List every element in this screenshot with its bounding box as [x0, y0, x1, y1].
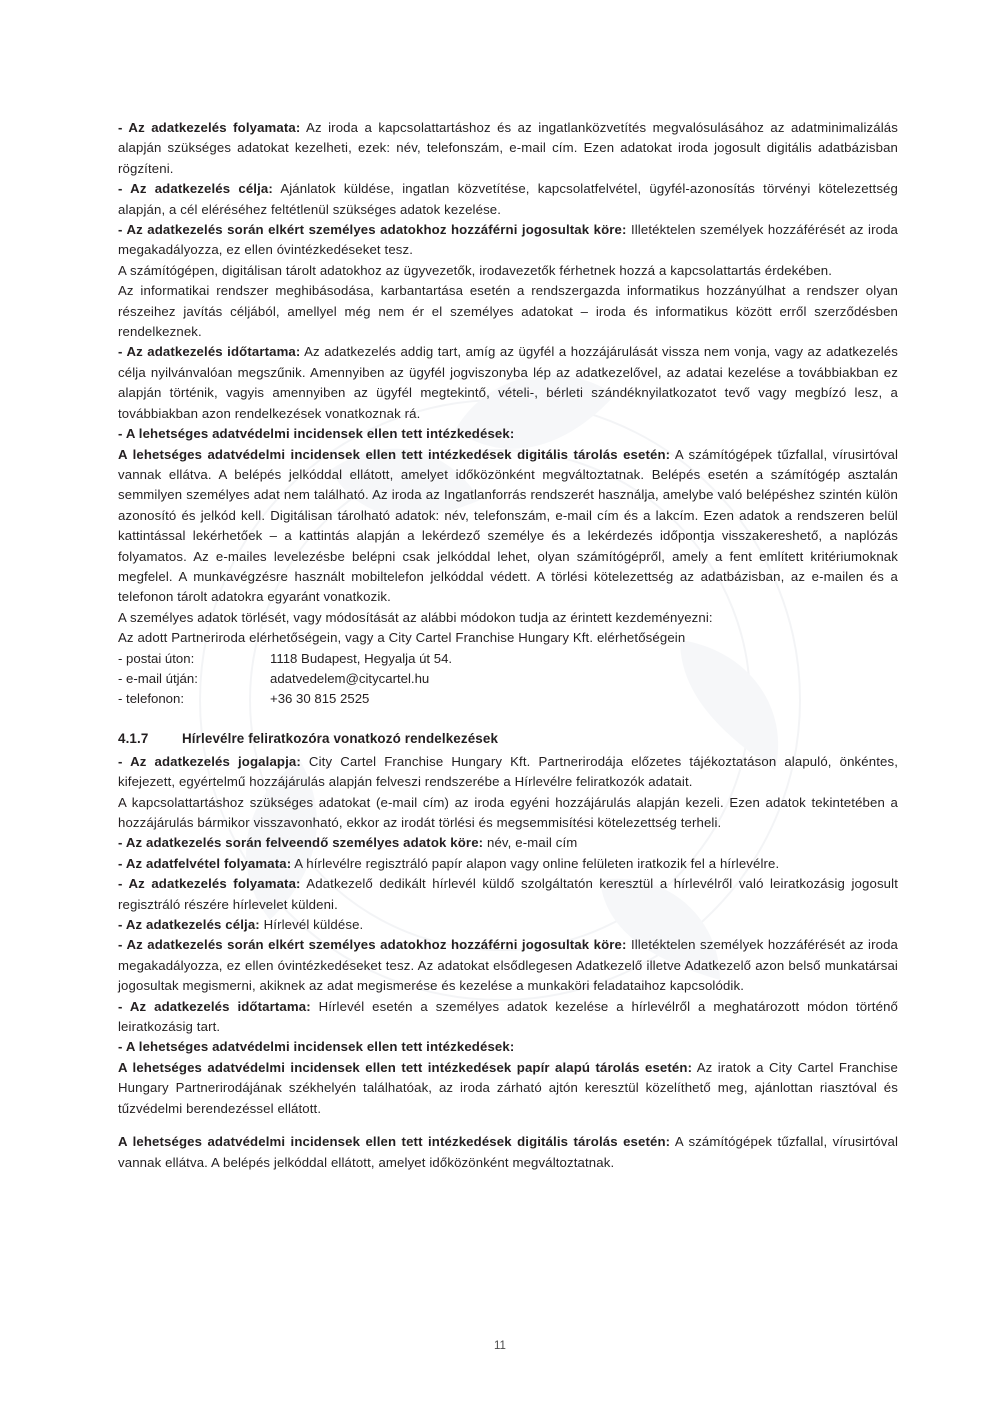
paragraph [118, 608, 898, 628]
paragraph-text: Ajánlatok küldése, ingatlan közvetítése, kapcsolatfelvétel, ügyfél-azonosítás törvényi kötelezettség alapján, a cél eléréséhez feltétlenül szükséges adatok kezelése. [118, 181, 898, 217]
paragraph [118, 874, 898, 915]
paragraph-text: Illetéktelen személyek hozzáférését az iroda megakadályozza, ez ellen óvintézkedéseket tesz. Az adatokat elsődlegesen Adatkezelő illetve Adatkezelő azon belső munkatársai jogosultak megismerni, akiknek az adat megismerése és kezelése a munkaköri feladataihoz kapcsolódik. [118, 937, 899, 994]
paragraph-text: A személyes adatok törlését, vagy módosítását az alábbi módokon tudja az érintett kezdeményezni: [118, 609, 713, 625]
paragraph-lead: - A lehetséges adatvédelmi incidensek ellen tett intézkedések: [118, 1039, 515, 1055]
page-number: 11 [494, 1340, 506, 1352]
paragraph [118, 118, 898, 179]
paragraph [118, 915, 898, 935]
contact-value: 1118 Budapest, Hegyalja út 54. [270, 650, 453, 666]
paragraph-lead: - A lehetséges adatvédelmi incidensek ellen tett intézkedések: [118, 426, 515, 442]
section-heading [118, 729, 898, 749]
paragraph [118, 281, 898, 342]
paragraph-lead: - Az adatkezelés célja: [118, 181, 273, 197]
contact-row [118, 669, 452, 689]
paragraph-lead: - Az adatkezelés folyamata: [118, 120, 301, 135]
paragraph-text: A hírlevélre regisztráló papír alapon vagy online felületen iratkozik fel a hírlevélre. [291, 855, 780, 871]
paragraph-text: Illetéktelen személyek hozzáférését az iroda megakadályozza, ez ellen óvintézkedéseket tesz. [118, 222, 899, 258]
paragraph-text: Hírlevél esetén a személyes adatok kezelése a hírlevélről a meghatározott módon történő leiratkozásig tart. [118, 998, 898, 1035]
paragraph [118, 220, 898, 261]
paragraph-text: A kapcsolattartáshoz szükséges adatokat (e-mail cím) az iroda egyéni hozzájárulás alapján kezeli. Ezen adatok tekintetében a hozzájárulás bármikor visszavonható, ekkor az irodát törlési és megsemmisítési kötelezettség terheli. [118, 794, 898, 830]
paragraph-lead: - Az adatkezelés során felveendő személyes adatok köre: [118, 835, 484, 851]
paragraph-text: név, e-mail cím [483, 835, 578, 851]
contact-list [118, 649, 452, 710]
paragraph-lead: - Az adatkezelés időtartama: [118, 998, 311, 1014]
contact-row [118, 689, 452, 709]
paragraph-text: A számítógépen, digitálisan tárolt adatokhoz az ügyvezetők, irodavezetők férhetnek hozzá a kapcsolattartás érdekében. [118, 262, 833, 278]
paragraph [118, 342, 898, 424]
contact-row [118, 649, 452, 669]
paragraph [118, 854, 898, 874]
paragraph-text: Az iratok a City Cartel Franchise Hungary Partnerirodájának székhelyén találhatóak, az iroda zárható ajtón keresztül közelíthető meg, ajánlottan riasztóval és tűzvédelmi berendezéssel ellátott. [118, 1059, 898, 1116]
contact-label: - telefonon: [118, 691, 184, 707]
contact-label: - postai úton: [118, 650, 195, 666]
paragraph-lead: - Az adatkezelés folyamata: [118, 876, 301, 892]
paragraph [118, 997, 898, 1038]
paragraph [118, 424, 898, 444]
paragraph [118, 261, 898, 281]
paragraph [118, 752, 898, 793]
paragraph [118, 935, 898, 996]
paragraph [118, 445, 898, 608]
paragraph-text: Az informatikai rendszer meghibásodása, karbantartása esetén a rendszergazda informatikus hozzányúlhat a rendszer olyan részeihez javítás céljából, amellyel még nem ér el személyes adatokat – iroda és informatikus között erről szerződésben rendelkeznek. [118, 283, 898, 340]
paragraph-lead: A lehetséges adatvédelmi incidensek ellen tett intézkedések digitális tárolás esetén: [118, 1134, 671, 1150]
paragraph [118, 1132, 898, 1173]
paragraph-lead: - Az adatfelvétel folyamata: [118, 855, 292, 871]
paragraph-text: Hírlevél küldése. [259, 917, 364, 933]
contact-label: - e-mail útján: [118, 670, 198, 686]
paragraph [118, 179, 898, 220]
section-number: 4.1.7 [118, 730, 149, 746]
paragraph-lead: - Az adatkezelés során elkért személyes adatokhoz hozzáférni jogosultak köre: [118, 222, 627, 238]
paragraph-lead: - Az adatkezelés során elkért személyes adatokhoz hozzáférni jogosultak köre: [118, 937, 627, 953]
paragraph [118, 1037, 898, 1057]
paragraph-text: City Cartel Franchise Hungary Kft. Partnerirodája előzetes tájékoztatáson alapuló, önkéntes, kifejezett, egyértelmű hozzájárulás alapján felveszi rendszerébe a Hírlevélre feliratkozók adatait. [118, 753, 898, 790]
paragraph [118, 833, 898, 853]
paragraph-lead: - Az adatkezelés célja: [118, 917, 260, 933]
paragraph-text: Az adott Partneriroda elérhetőségein, vagy a City Cartel Franchise Hungary Kft. elérhetőségein [118, 630, 686, 646]
contact-value-email[interactable]: adatvedelem@citycartel.hu [270, 670, 430, 686]
document-body [118, 118, 898, 1173]
paragraph-lead: - Az adatkezelés jogalapja: [118, 753, 301, 769]
paragraph [118, 628, 898, 648]
paragraph-lead: A lehetséges adatvédelmi incidensek ellen tett intézkedések papír alapú tárolás esetén: [118, 1059, 693, 1075]
paragraph [118, 793, 898, 834]
paragraph-text: Az iroda a kapcsolattartáshoz és az ingatlanközvetítés megvalósulásához az adatminimalizálás alapján szükséges adatokat kezelheti, ezek: név, telefonszám, e-mail cím. Ezen adatokat iroda jogosult digitális adatbázisban rögzíteni. [118, 120, 899, 176]
paragraph-lead: A lehetséges adatvédelmi incidensek ellen tett intézkedések digitális tárolás esetén: [118, 446, 671, 462]
paragraph-text: Adatkezelő dedikált hírlevél küldő szolgáltatón keresztül a hírlevélről való leiratkozásig jogosult regisztráló részére hírlevelet küldeni. [118, 876, 898, 912]
paragraph-text: A számítógépek tűzfallal, vírusirtóval vannak ellátva. A belépés jelkóddal ellátott, amelyet időközönként megváltoztatnak. [118, 1134, 898, 1170]
paragraph [118, 1058, 898, 1119]
paragraph-lead: - Az adatkezelés időtartama: [118, 344, 301, 360]
contact-value-phone: +36 30 815 2525 [270, 691, 370, 707]
paragraph-text: Az adatkezelés addig tart, amíg az ügyfél a hozzájárulását vissza nem vonja, vagy az adatkezelés célja nyilvánvalóan megszűnik. Amennyiben az ügyfél jogviszonyba lép az adatkezelővel, az adatai kezelése a továbbiakban ez alapján történik, vagyis amennyiben az ügyfél megtekintő, vételi-, bérleti szándéknyilatkozatot tevő vagy megbízó lesz, a továbbiakban azon rendelkezések vonatkoznak rá. [118, 344, 899, 421]
section-title: Hírlevélre feliratkozóra vonatkozó rendelkezések [182, 730, 499, 746]
paragraph-text: A számítógépek tűzfallal, vírusirtóval vannak ellátva. A belépés jelkóddal ellátott, amelyet időközönként megváltoztatnak. Belépés esetén a számítógép asztalán semmilyen személyes adat nem található. Az iroda az Ingatlanforrás rendszerét használja, amelybe való belépéshez szintén külön azonosító és jelkód kell. Digitálisan tárolható adatok: név, telefonszám, e-mail cím és a lakcím. Ezen adatok a rendszeren belül kattintással lekérhetőek – a kattintás alapján a lekérdező személye és a lekérdezés időpontja visszakereshető, a naplózás folyamatos. Az e-mailes levelezésbe belépni csak jelkóddal lehet, olyan számítógépről, amely a fent említett kritériumoknak megfelel. A munkavégzésre használt mobiltelefon jelkóddal védett. A törlési kötelezettség az adatbázisban, az e-mailen és a telefonon tárolt adatokra egyaránt vonatkozik. [118, 446, 898, 605]
